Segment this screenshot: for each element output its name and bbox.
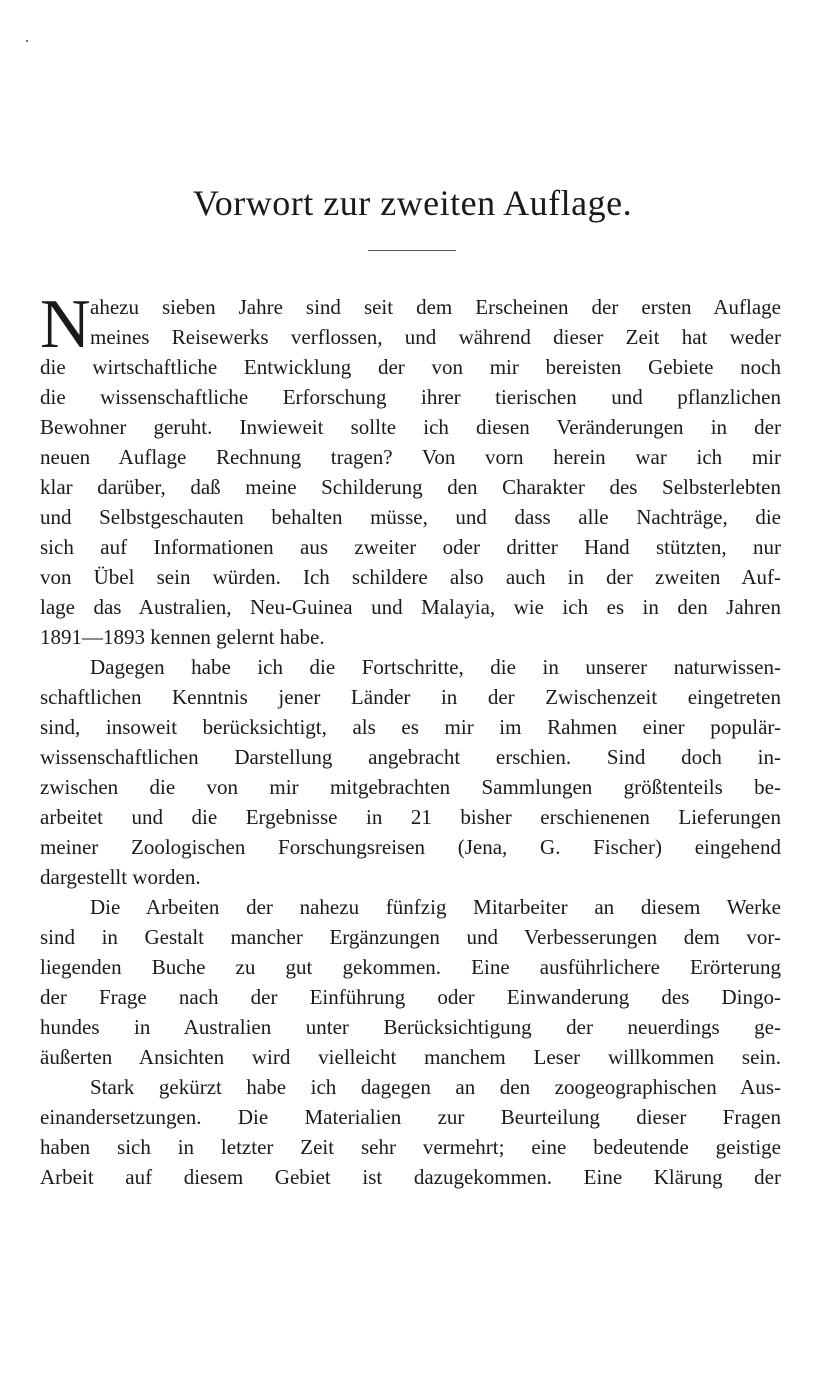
text-line: sind, insoweit berücksichtigt, als es mir im Rahmen einer populär-: [40, 715, 781, 739]
page-speck: [26, 40, 28, 42]
text-line: die wirtschaftliche Entwicklung der von mir bereisten Gebiete noch: [40, 355, 781, 379]
text-line: liegenden Buche zu gut gekommen. Eine ausführlichere Erörterung: [40, 955, 781, 979]
text-line: klar darüber, daß meine Schilderung den Charakter des Selbsterlebten: [40, 475, 781, 499]
text-line: sich auf Informationen aus zweiter oder dritter Hand stützten, nur: [40, 535, 781, 559]
text-line: neuen Auflage Rechnung tragen? Von vorn herein war ich mir: [40, 445, 781, 469]
text-line: sind in Gestalt mancher Ergänzungen und Verbesserungen dem vor-: [40, 925, 781, 949]
text-line: einandersetzungen. Die Materialien zur Beurteilung dieser Fragen: [40, 1105, 781, 1129]
text-line: Bewohner geruht. Inwieweit sollte ich diesen Veränderungen in der: [40, 415, 781, 439]
text-line: 1891—1893 kennen gelernt habe.: [40, 625, 325, 649]
text-line: meines Reisewerks verflossen, und während dieser Zeit hat weder: [90, 325, 781, 349]
drop-cap: N: [40, 286, 91, 363]
text-line: arbeitet und die Ergebnisse in 21 bisher erschienenen Lieferungen: [40, 805, 781, 829]
text-line: dargestellt worden.: [40, 865, 201, 889]
text-line: von Übel sein würden. Ich schildere also auch in der zweiten Auf-: [40, 565, 781, 589]
text-line: Die Arbeiten der nahezu fünfzig Mitarbeiter an diesem Werke: [90, 895, 781, 919]
text-line: zwischen die von mir mitgebrachten Sammlungen größtenteils be-: [40, 775, 781, 799]
text-line: äußerten Ansichten wird vielleicht manchem Leser willkommen sein.: [40, 1045, 781, 1069]
text-line: Stark gekürzt habe ich dagegen an den zoogeographischen Aus-: [90, 1075, 781, 1099]
body-text: [40, 286, 781, 1192]
text-line: schaftlichen Kenntnis jener Länder in der Zwischenzeit eingetreten: [40, 685, 781, 709]
text-line: die wissenschaftliche Erforschung ihrer tierischen und pflanzlichen: [40, 385, 781, 409]
text-line: meiner Zoologischen Forschungsreisen (Jena, G. Fischer) eingehend: [40, 835, 781, 859]
text-line: lage das Australien, Neu-Guinea und Malayia, wie ich es in den Jahren: [40, 595, 781, 619]
text-line: Arbeit auf diesem Gebiet ist dazugekommen. Eine Klärung der: [40, 1165, 781, 1189]
text-line: und Selbstgeschauten behalten müsse, und dass alle Nachträge, die: [40, 505, 781, 529]
text-line: der Frage nach der Einführung oder Einwanderung des Dingo-: [40, 985, 781, 1009]
text-line: wissenschaftlichen Darstellung angebracht erschien. Sind doch in-: [40, 745, 781, 769]
text-line: haben sich in letzter Zeit sehr vermehrt; eine bedeutende geistige: [40, 1135, 781, 1159]
text-line: Dagegen habe ich die Fortschritte, die in unserer naturwissen-: [90, 655, 781, 679]
text-line: hundes in Australien unter Berücksichtigung der neuerdings ge-: [40, 1015, 781, 1039]
page-title: Vorwort zur zweiten Auflage.: [192, 183, 633, 223]
text-line: ahezu sieben Jahre sind seit dem Erscheinen der ersten Auflage: [90, 295, 781, 319]
title-divider: [368, 250, 456, 251]
